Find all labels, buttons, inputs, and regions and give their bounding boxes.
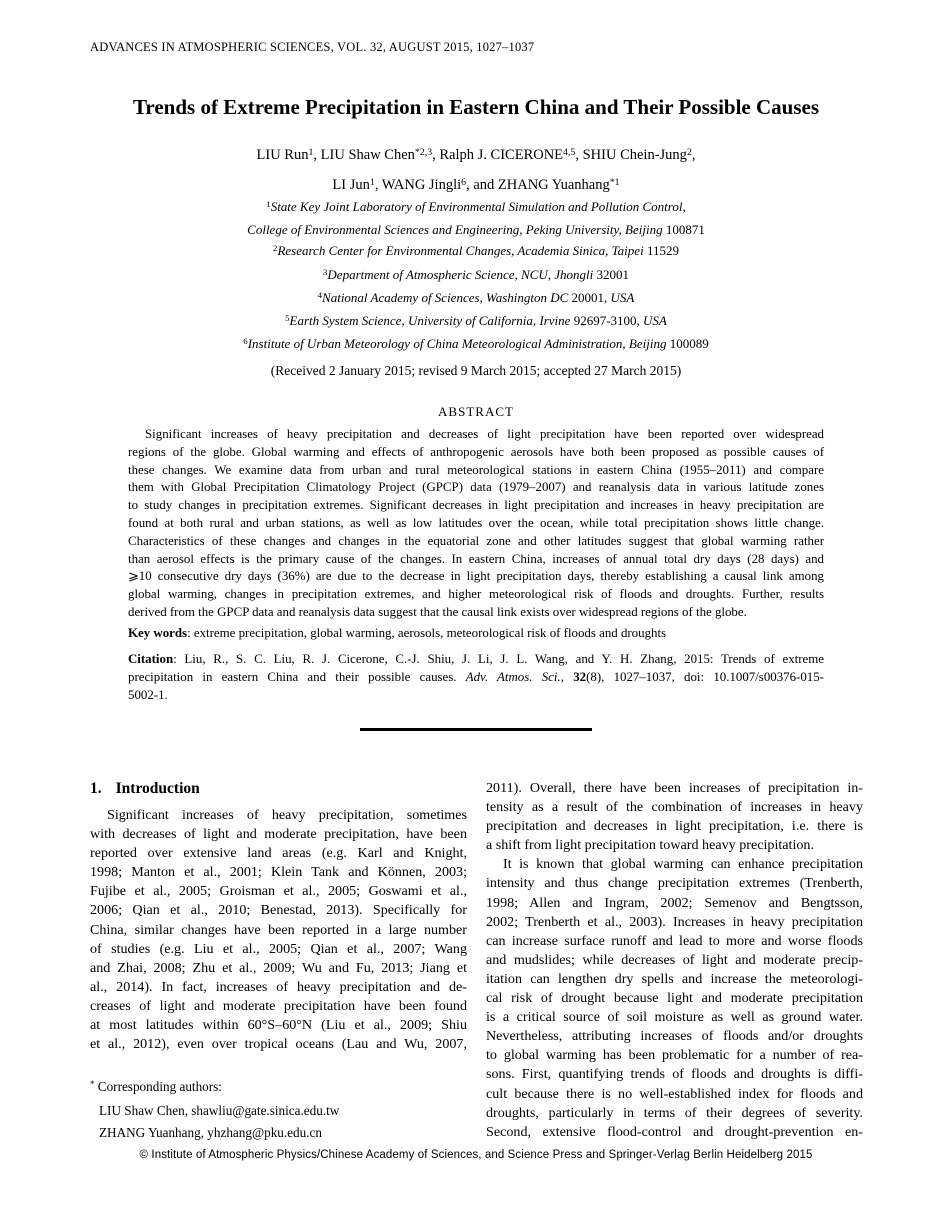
section-number: 1. (90, 780, 102, 797)
citation-block: Citation: Liu, R., S. C. Liu, R. J. Cicerone, C.-J. Shiu, J. Li, J. L. Wang, and Y. H. Zhang, 2015: Trends of extreme precipitation in eastern China and their possible causes. Adv. Atmos. Sci., 32(8), 1027–1037, doi: 10.1007/s00376-015- 5002-1. (128, 652, 824, 702)
affiliation-list: $^1$State Key Joint Laboratory of Environmental Simulation and Pollution Control, College of Environmental Sciences and Engineering, Peking University, Beijing 100871 $^2$Research Center for Environmental Changes, Academia Sinica, Taipei 11529 $^3$Department of Atmospheric Science, NCU, Jhongli 32001 $^4$National Academy of Sciences, Washington DC 20001, USA $^5$Earth System Science, University of California, Irvine 92697-3100, USA $^6$Institute of Urban Meteorology of China Meteorological Administration, Beijing 100089 (243, 199, 709, 352)
intro-right-column (486, 779, 863, 1142)
paper-title: Trends of Extreme Precipitation in Eastern China and Their Possible Causes (132, 95, 820, 119)
keywords-line: Key words: extreme precipitation, global warming, aerosols, meteorological risk of floods and droughts (128, 626, 667, 640)
intro-right-paragraph-2: It is known that global warming can enhance precipitation intensity and thus change precipitation extremes (Trenberth, 1998; Allen and Ingram, 2002; Semenov and Bengtsson, 2002; Trenberth et al., 2003). Increases in heavy precipitation can increase surface runoff and lead to more and worse floods and mudslides; while decreases of light and moderate precip- itation can lengthen dry spells and increase the meteorologi- cal risk of drought because light and moderate precipitation is a critical source of soil moisture as well as ground water. Nevertheless, attributing increases of floods and/or droughts to global warming has been problematic for a number of rea- sons. First, quantifying trends of floods and droughts is diffi- cult because there is no well-established index for floods and droughts, particularly in terms of their degrees of severity. Second, extensive flood-control and drought-prevention en- (486, 856, 863, 1140)
abstract-text: Significant increases of heavy precipitation and decreases of light precipitation have been reported over widespread regions of the globe. Global warming and effects of anthropogenic aerosols have both been proposed as possible causes of these changes. We examine data from urban and rural meteorological stations in eastern China (1955–2011) and compare them with Global Precipitation Climatology Project (GPCP) data (1979–2007) and reanalysis data in various latitude zones to study changes in precipitation extremes. Significant decreases in light precipitation and increases in heavy precipitation are found at both rural and urban stations, as well as low latitudes over the ocean, while total precipitation shows little change. Characteristics of these changes and changes in the equatorial zone and other latitudes suggest that global warming rather than aerosol effects is the primary cause of the changes. In eastern China, increases of annual total dry days (28 days) and ⩾10 consecutive dry days (36%) are due to the decrease in light precipitation days, thereby establishing a causal link among global warming, changes in precipitation extremes, and higher meteorological risk of floods and droughts. Further, results derived from the GPCP data and reanalysis data suggest that the causal link exists over widespread regions of the globe. (128, 427, 824, 619)
section-heading-introduction (90, 780, 200, 798)
abstract-heading: ABSTRACT (438, 404, 514, 419)
intro-left-column: Significant increases of heavy precipitation, sometimes with decreases of light and moderate precipitation, have been reported over extensive land areas (e.g. Karl and Knight, 1998; Manton et al., 2001; Klein Tank and Können, 2003; Fujibe et al., 2005; Groisman et al., 2005; Goswami et al., 2006; Qian et al., 2010; Benestad, 2013). Specifically for China, similar changes have been reported in a large number of studies (e.g. Liu et al., 2005; Qian et al., 2007; Wang and Zhai, 2008; Zhu et al., 2009; Wu and Fu, 2013; Jiang et al., 2014). In fact, increases of heavy precipitation and de- creases of light and moderate precipitation have been found at most latitudes within 60°S–60°N (Liu et al., 2009; Shiu et al., 2012), even over tropical oceans (Lau and Wu, 2007, (90, 807, 467, 1053)
journal-header: ADVANCES IN ATMOSPHERIC SCIENCES, VOL. 32, AUGUST 2015, 1027–1037 (90, 40, 535, 54)
received-dates: (Received 2 January 2015; revised 9 March 2015; accepted 27 March 2015) (270, 363, 682, 378)
section-title: Introduction (115, 780, 200, 797)
footnote-corresponding-authors: * Corresponding authors: LIU Shaw Chen, shawliu@gate.sinica.edu.tw ZHANG Yuanhang, yhzhang@pku.edu.cn (90, 1078, 340, 1140)
author-list: LIU Run$^1$, LIU Shaw Chen$^{*2,3}$, Ralph J. CICERONE$^{4,5}$, SHIU Chein-Jung$^2$, LI Jun$^1$, WANG Jingli$^6$, and ZHANG Yuanhang$^{*1}$ (256, 146, 696, 193)
copyright-footer: © Institute of Atmospheric Physics/Chinese Academy of Sciences, and Science Press and Springer-Verlag Berlin Heidelberg 2015 (139, 1149, 813, 1161)
intro-right-paragraph-1: 2011). Overall, there have been increases of precipitation in- tensity as a result of the combination of increases in heavy precipitation and decreases in light precipitation, i.e. there is a shift from light precipitation toward heavy precipitation. (486, 780, 863, 854)
divider-rule (360, 728, 592, 731)
